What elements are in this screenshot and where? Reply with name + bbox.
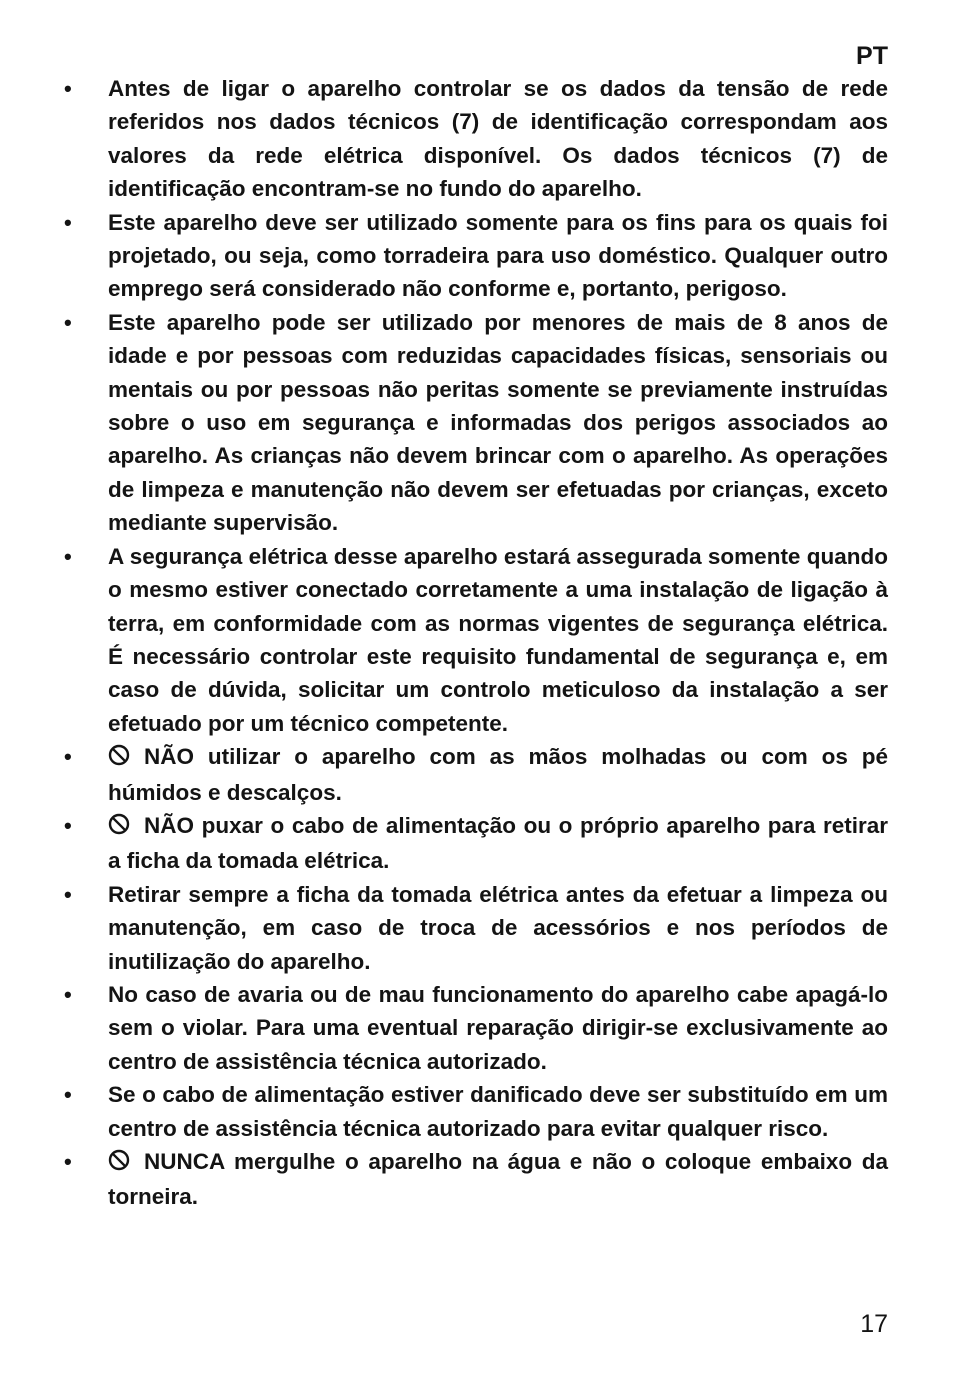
bullet-icon: • [64, 76, 72, 101]
list-item-text: No caso de avaria ou de mau funcionamento do aparelho cabe apagá-lo sem o violar. Para uma eventual reparação dirigir-se exclusivamente ao centro de assistência técnica autorizado. [108, 981, 888, 1074]
list-item-text: Este aparelho pode ser utilizado por menores de mais de 8 anos de idade e por pessoas com reduzidas capacidades físicas, sensoriais ou mentais ou por pessoas não peritas somente se previamente instruídas sobre o uso em segurança e informadas dos perigos associados ao aparelho. As crianças não devem brincar com o aparelho. As operações de limpeza e manutenção não devem ser efetuadas por crianças, exceto mediante supervisão. [108, 309, 888, 536]
list-item-text: Este aparelho deve ser utilizado somente para os fins para os quais foi projetado, ou seja, como torradeira para uso doméstico. Qualquer outro emprego será considerado não conforme e, portanto, perigoso. [108, 209, 888, 302]
bullet-icon: • [64, 744, 72, 770]
list-item [0, 1078, 954, 1145]
list-item [0, 740, 954, 809]
list-item-text: A segurança elétrica desse aparelho estará assegurada somente quando o mesmo estiver conectado corretamente a uma instalação de ligação à terra, em conformidade com as normas vigentes de segurança elétrica. É necessário controlar este requisito fundamental de segurança e, em caso de dúvida, solicitar um controlo meticuloso da instalação a ser efetuado por um técnico competente. [108, 543, 888, 736]
bullet-icon: • [64, 881, 72, 907]
list-item [0, 878, 954, 978]
list-item-text: NÃO puxar o cabo de alimentação ou o próprio aparelho para retirar a ficha da tomada elétrica. [108, 812, 888, 874]
bullet-icon: • [64, 812, 72, 838]
list-item-text: Antes de ligar o aparelho controlar se os dados da tensão de rede referidos nos dados técnicos (7) de identificação correspondam aos valores da rede elétrica disponível. Os dados técnicos (7) de identificação encontram-se no fundo do aparelho. [108, 76, 888, 202]
page-number: 17 [860, 1310, 888, 1338]
list-item [0, 978, 954, 1078]
language-code: PT [856, 42, 888, 70]
bullet-icon: • [64, 309, 72, 335]
list-item [0, 72, 954, 206]
list-item [0, 306, 954, 540]
bullet-icon: • [64, 209, 72, 235]
bullet-icon: • [64, 1149, 72, 1174]
list-item [0, 809, 954, 878]
list-item [0, 206, 954, 306]
prohibition-icon [108, 742, 130, 775]
safety-instructions-list [0, 72, 954, 1214]
list-item-text: Se o cabo de alimentação estiver danificado deve ser substituído em um centro de assistência técnica autorizado para evitar qualquer risco. [108, 1082, 888, 1141]
prohibition-icon [108, 811, 130, 844]
list-item-text: Retirar sempre a ficha da tomada elétrica antes da efetuar a limpeza ou manutenção, em caso de troca de acessórios e nos períodos de inutilização do aparelho. [108, 881, 888, 974]
list-item [0, 540, 954, 740]
bullet-icon: • [64, 1082, 72, 1108]
prohibition-icon [108, 1147, 130, 1180]
list-item-text: NUNCA mergulhe o aparelho na água e não o coloque embaixo da torneira. [108, 1149, 888, 1210]
list-item [0, 1145, 954, 1214]
bullet-icon: • [64, 981, 72, 1007]
bullet-icon: • [64, 543, 72, 569]
list-item-text: NÃO utilizar o aparelho com as mãos molhadas ou com os pé húmidos e descalços. [108, 744, 888, 805]
